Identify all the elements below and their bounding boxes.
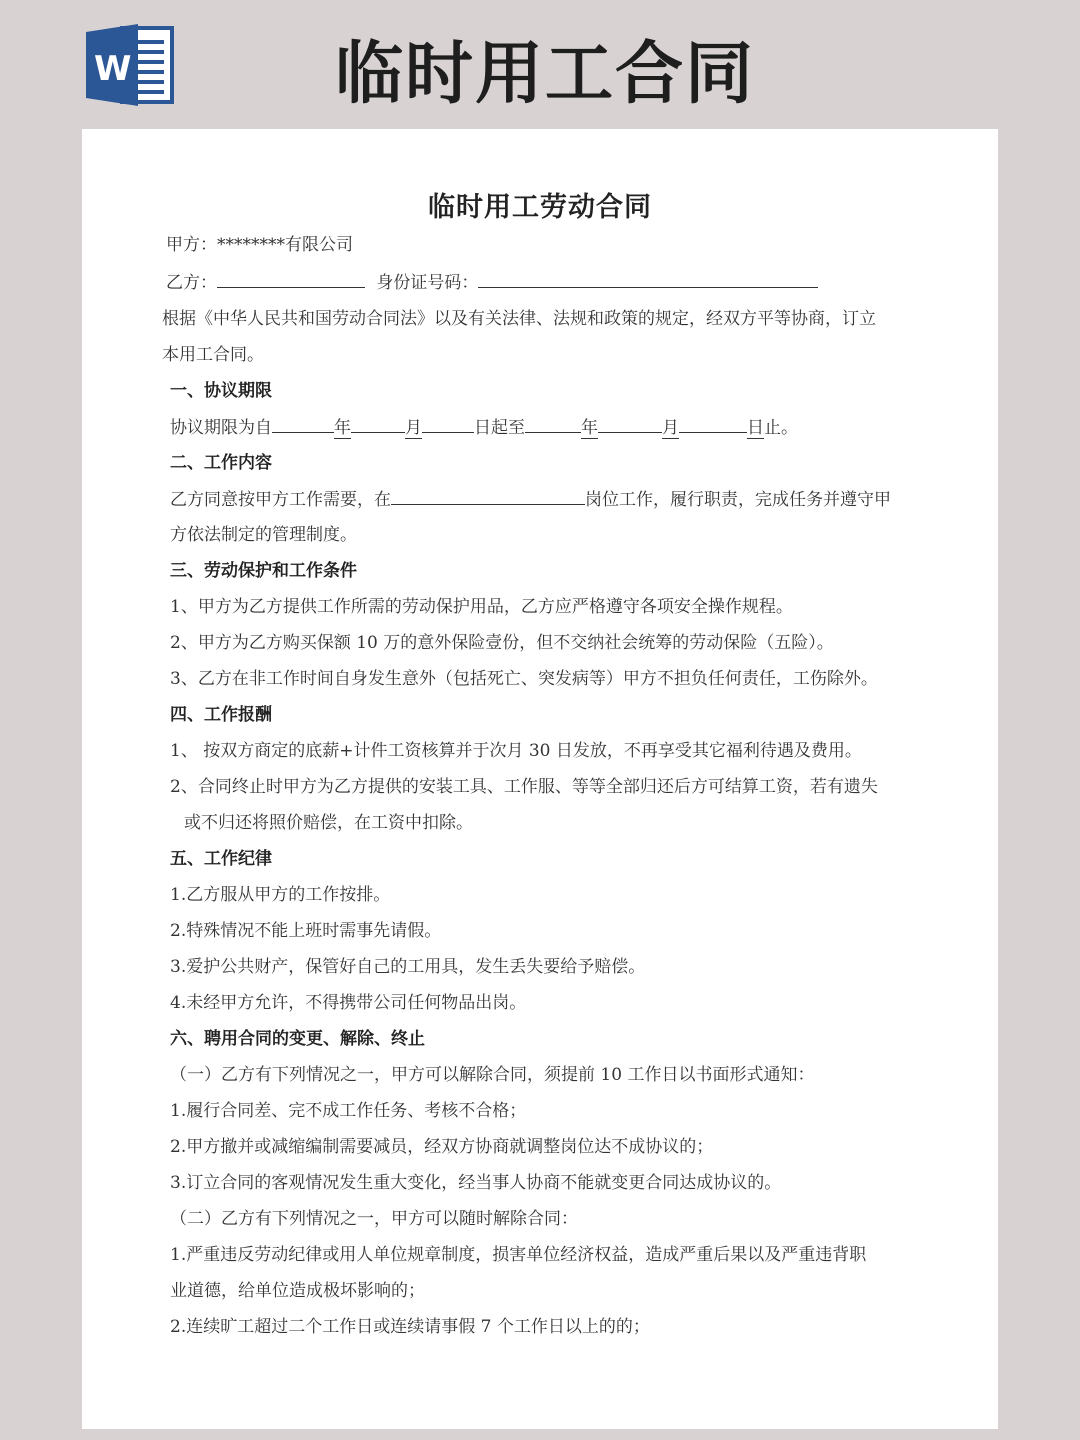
termination-sub-2-item-1-line-1: 1.严重违反劳动纪律或用人单位规章制度，损害单位经济权益，造成严重后果以及严重违背职: [170, 1245, 867, 1265]
section-6-heading: 六、聘用合同的变更、解除、终止: [170, 1029, 425, 1049]
post-blank: [391, 486, 585, 505]
pay-item-2-line-1: 2、合同终止时甲方为乙方提供的安装工具、工作服、等等全部归还后方可结算工资，若有遗失: [170, 777, 878, 797]
pay-item-1: 1、 按双方商定的底薪+计件工资核算并于次月 30 日发放，不再享受其它福利待遇及费用。: [170, 741, 862, 761]
party-b-blank: [217, 269, 365, 288]
period-year: 年: [334, 418, 351, 438]
svg-text:W: W: [94, 49, 132, 89]
pay-item-2-line-2: 或不归还将照价赔偿，在工资中扣除。: [184, 813, 473, 833]
period-lead: 协议期限为自: [170, 418, 272, 438]
section-3-heading: 三、劳动保护和工作条件: [170, 561, 357, 581]
agreement-period-line: [170, 414, 798, 441]
party-a-line: 甲方：********有限公司: [166, 235, 353, 255]
termination-sub-1-item-2: 2.甲方撤并或减缩编制需要减员，经双方协商就调整岗位达不成协议的；: [170, 1137, 714, 1157]
period-day-to: 日: [747, 418, 764, 438]
section-4-heading: 四、工作报酬: [170, 705, 272, 725]
section-1-heading: 一、协议期限: [170, 381, 272, 401]
termination-sub-1-item-1: 1.履行合同差、完不成工作任务、考核不合格；: [170, 1101, 527, 1121]
document-title: 临时用工劳动合同: [428, 192, 652, 223]
id-label: 身份证号码：: [376, 273, 479, 293]
termination-sub-2: （二）乙方有下列情况之一，甲方可以随时解除合同：: [170, 1209, 578, 1229]
discipline-item-1: 1.乙方服从甲方的工作按排。: [170, 885, 391, 905]
document-page: [82, 129, 998, 1429]
intro-line-1: 根据《中华人民共和国劳动合同法》以及有关法律、法规和政策的规定，经双方平等协商，订立: [162, 309, 876, 329]
termination-sub-1-item-3: 3.订立合同的客观情况发生重大变化，经当事人协商不能就变更合同达成协议的。: [170, 1173, 782, 1193]
period-day-from: 日起至: [474, 418, 525, 438]
work-content-line: [170, 486, 891, 513]
page-title: 临时用工合同: [334, 35, 755, 114]
termination-sub-1: （一）乙方有下列情况之一，甲方可以解除合同，须提前 10 工作日以书面形式通知：: [170, 1065, 815, 1085]
section-5-heading: 五、工作纪律: [170, 849, 272, 869]
period-month: 月: [405, 418, 422, 438]
intro-line-2: 本用工合同。: [162, 345, 264, 365]
protection-item-2: 2、甲方为乙方购买保额 10 万的意外保险壹份，但不交纳社会统筹的劳动保险（五险）。: [170, 633, 834, 653]
protection-item-1: 1、甲方为乙方提供工作所需的劳动保护用品，乙方应严格遵守各项安全操作规程。: [170, 597, 793, 617]
period-end: 止。: [764, 418, 798, 438]
termination-sub-2-item-2: 2.连续旷工超过二个工作日或连续请事假 7 个工作日以上的的；: [170, 1317, 650, 1337]
period-year-2: 年: [581, 418, 598, 438]
termination-sub-2-item-1-line-2: 业道德，给单位造成极坏影响的；: [170, 1281, 425, 1301]
protection-item-3: 3、乙方在非工作时间自身发生意外（包括死亡、突发病等）甲方不担负任何责任，工伤除外。: [170, 669, 878, 689]
discipline-item-3: 3.爱护公共财产，保管好自己的工用具，发生丢失要给予赔偿。: [170, 957, 646, 977]
party-b-line: [166, 269, 818, 296]
id-number-blank: [478, 269, 818, 288]
section-2-heading: 二、工作内容: [170, 453, 272, 473]
word-document-icon: [86, 22, 176, 108]
period-month-2: 月: [662, 418, 679, 438]
discipline-item-2: 2.特殊情况不能上班时需事先请假。: [170, 921, 442, 941]
party-b-label: 乙方：: [166, 273, 217, 293]
discipline-item-4: 4.未经甲方允许，不得携带公司任何物品出岗。: [170, 993, 527, 1013]
work-content-line-2: 方依法制定的管理制度。: [170, 525, 357, 545]
work-content-lead: 乙方同意按甲方工作需要，在: [170, 490, 391, 510]
work-content-rest: 岗位工作，履行职责，完成任务并遵守甲: [585, 490, 891, 510]
